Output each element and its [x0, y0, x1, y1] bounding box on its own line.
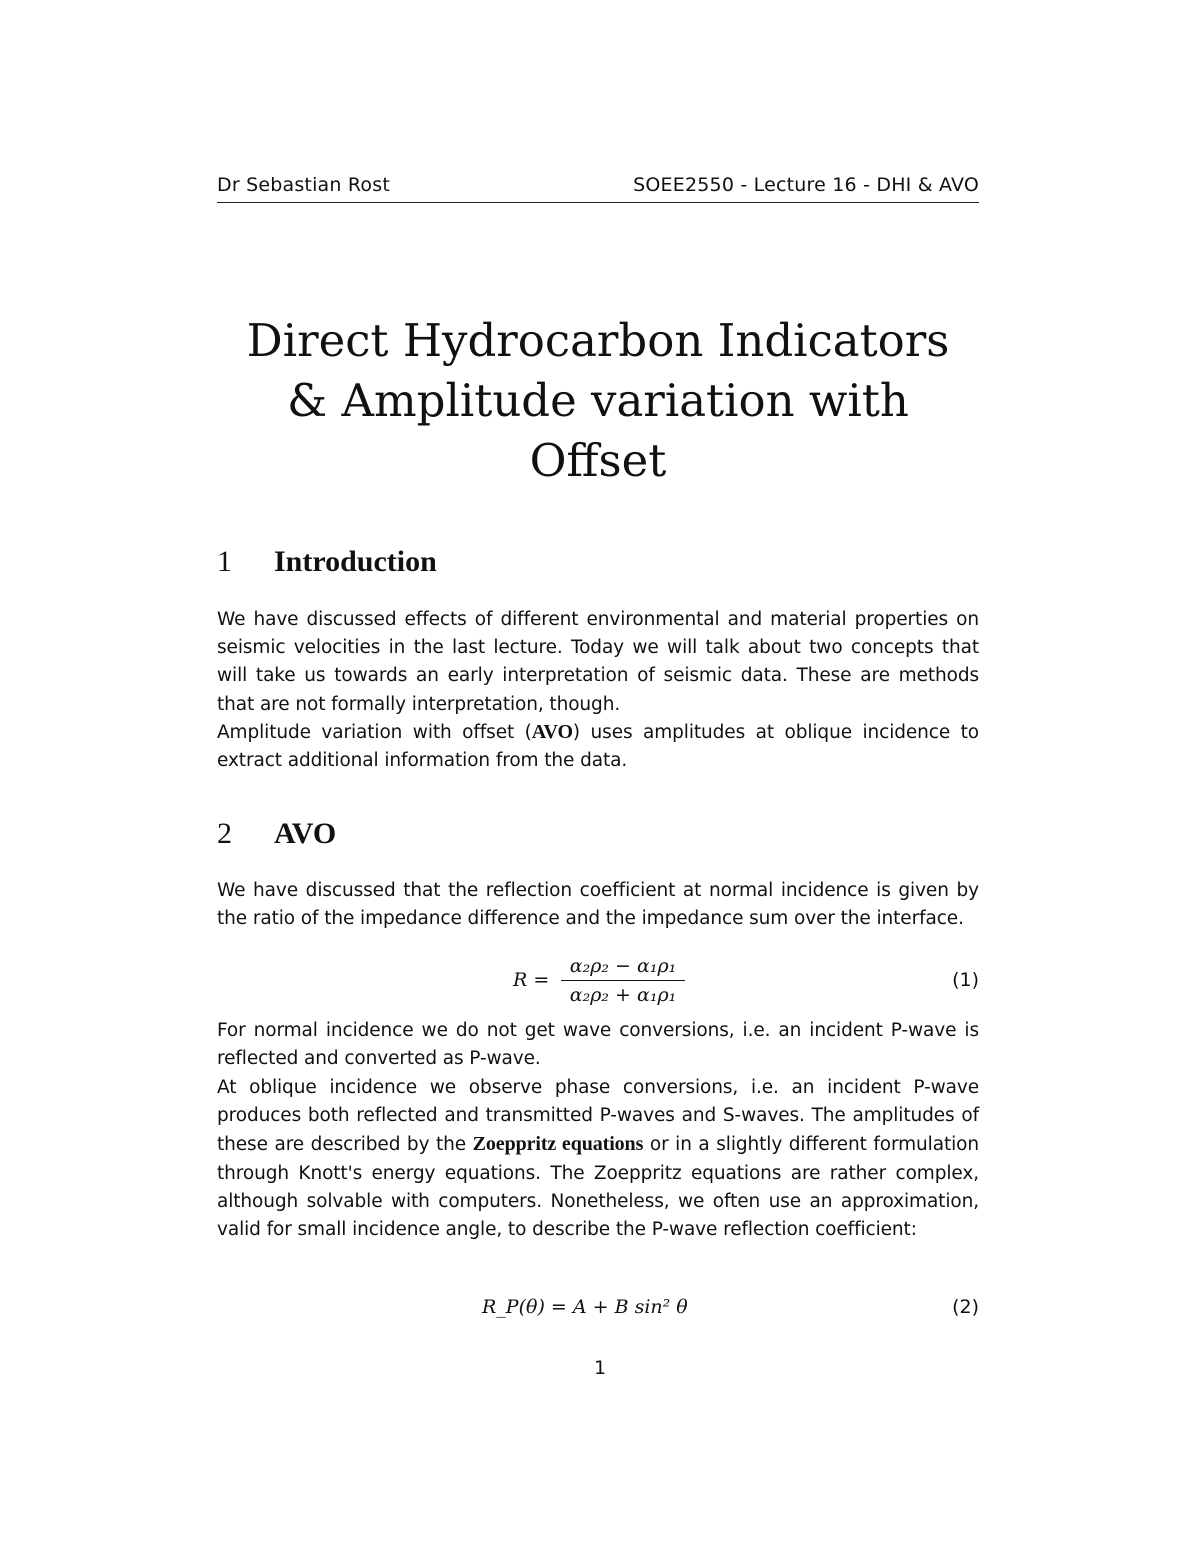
- section-heading-avo: [217, 817, 336, 851]
- intro-paragraph-1: We have discussed effects of different environmental and material properties on seismic velocities in the last lecture. Today we will talk about two concepts that will take us towards an early interpretation of seismic data. These are methods that are not formally interpretation, though.: [217, 609, 979, 715]
- running-header: [217, 174, 979, 203]
- avo-paragraph-1: We have discussed that the reflection coefficient at normal incidence is given by the ratio of the impedance difference and the impedance sum over the interface.: [217, 880, 979, 930]
- text-run: or in a slightly different formulation through Knott's energy equations. The Zoeppritz equations are rather complex, although solvable with computers. Nonetheless, we often use an approximation, valid for small incidence angle, to describe the P-wave reflection coefficient:: [217, 1134, 979, 1241]
- text-run: Amplitude variation with offset (: [217, 722, 532, 743]
- equation-1-fraction: [561, 955, 685, 1006]
- intro-paragraph-2: [217, 718, 979, 775]
- avo-paragraph-3: [217, 1074, 979, 1244]
- header-course: SOEE2550 - Lecture 16 - DHI & AVO: [633, 174, 979, 196]
- fraction-bar: [561, 980, 685, 981]
- page-title: [200, 311, 996, 491]
- section-heading-introduction: [217, 545, 437, 579]
- header-author: Dr Sebastian Rost: [217, 174, 391, 196]
- section-title: AVO: [274, 817, 337, 850]
- page-number: 1: [593, 1357, 607, 1379]
- title-line-1: Direct Hydrocarbon Indicators: [246, 314, 950, 367]
- avo-bold: AVO: [531, 721, 573, 743]
- avo-paragraph-2: For normal incidence we do not get wave conversions, i.e. an incident P-wave is reflected and converted as P-wave.: [217, 1020, 979, 1070]
- text-run: At oblique incidence we observe phase conversions, i.e. an incident P-wave produces both reflected and transmitted P-waves and S-waves. The amplitudes of these are described by the: [217, 1077, 979, 1156]
- title-line-2: & Amplitude variation with: [287, 374, 909, 427]
- section-number: 1: [217, 545, 232, 578]
- equation-2-label: (2): [952, 1296, 979, 1318]
- section-title: Introduction: [274, 545, 437, 578]
- equation-2: [217, 1296, 979, 1328]
- title-line-3: Offset: [529, 434, 667, 487]
- zoeppritz-bold: Zoeppritz equations: [472, 1133, 644, 1156]
- equation-1-lhs: R =: [513, 969, 550, 991]
- section-number: 2: [217, 817, 232, 850]
- equation-1-denominator: α₂ρ₂ + α₁ρ₁: [569, 984, 677, 1006]
- equation-1-label: (1): [952, 969, 979, 991]
- text-run: ) uses amplitudes at oblique incidence to extract additional information from the data.: [217, 722, 980, 772]
- equation-1-numerator: α₂ρ₂ − α₁ρ₁: [569, 955, 677, 977]
- equation-1: [217, 955, 979, 1015]
- equation-2-expression: R_P(θ) = A + B sin² θ: [482, 1296, 688, 1318]
